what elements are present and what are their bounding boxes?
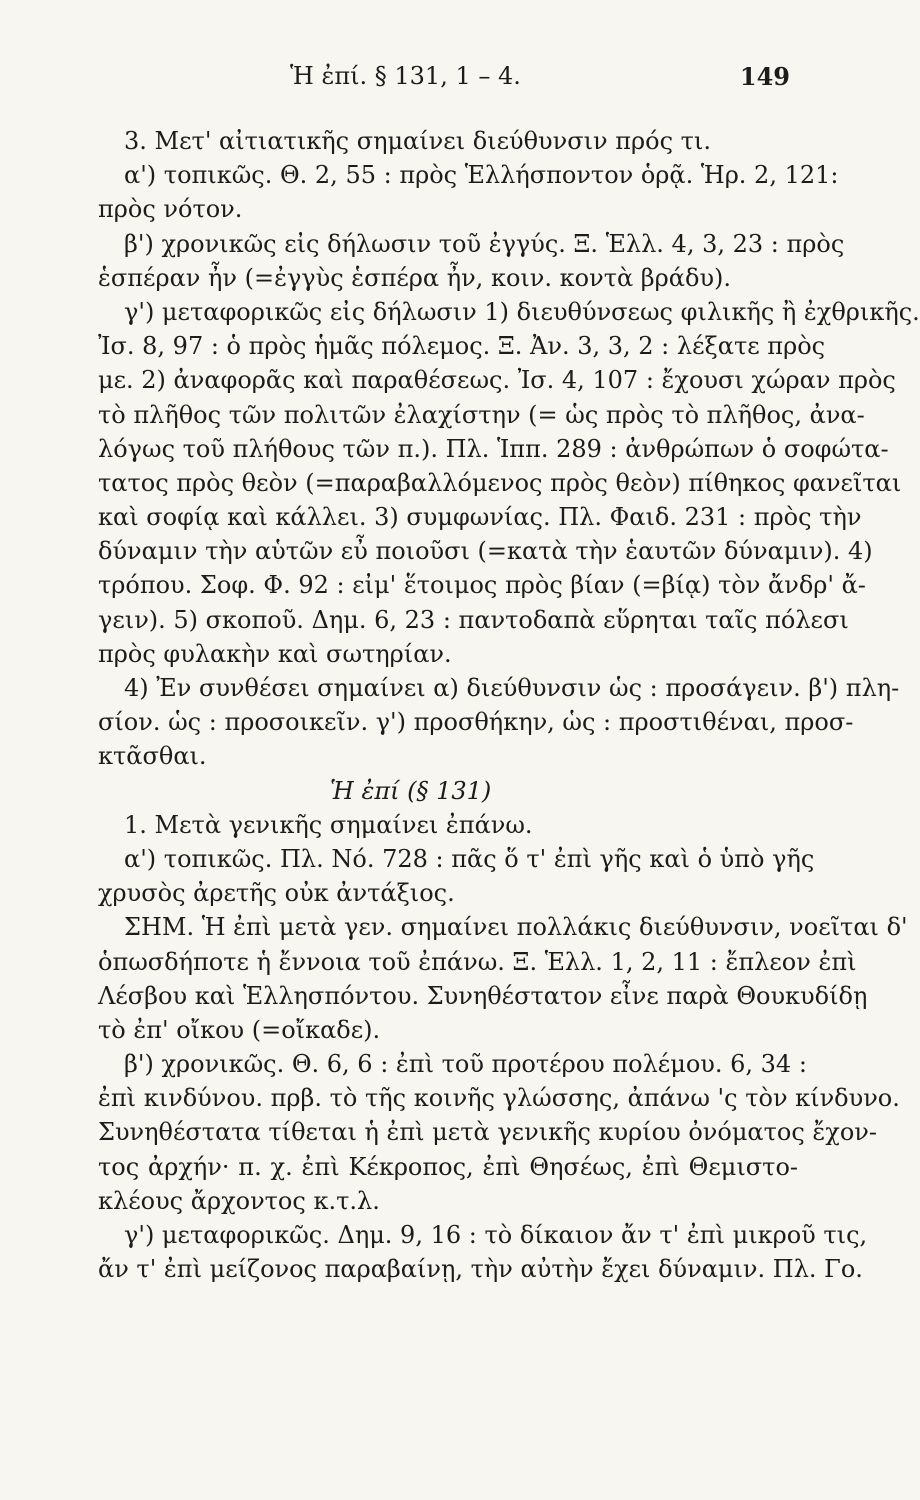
page-body [98,124,920,1286]
text-line: 1. Μετὰ γενικῆς σημαίνει ἐπάνω. [124,810,533,839]
text-line: τρόπου. Σοφ. Φ. 92 : εἰμ' ἕτοιμος πρὸς βίαν (=βίᾳ) τὸν ἄνδρ' ἄ- [98,571,866,600]
text-line: χρυσὸς ἀρετῆς οὐκ ἀντάξιος. [98,879,455,908]
text-line: σίον. ὡς : προσοικεῖν. γ') προσθήκην, ὡς : προστιθέναι, προσ- [98,708,854,737]
text-line: τατος πρὸς θεὸν (=παραβαλλόμενος πρὸς θεὸν) πίθηκος φανεῖται [98,468,902,497]
text-line: ἐπὶ κινδύνου. πρβ. τὸ τῆς κοινῆς γλώσσης, ἀπάνω 'ς τὸν κίνδυνο. [98,1084,900,1113]
text-line: α') τοπικῶς. Θ. 2, 55 : πρὸς Ἑλλήσποντον ὁρᾷ. Ἡρ. 2, 121: [124,161,839,190]
page-header [98,58,798,98]
section-heading: Ἡ ἐπί (§ 131) [330,776,492,805]
text-line: α') τοπικῶς. Πλ. Νό. 728 : πᾶς ὅ τ' ἐπὶ γῆς καὶ ὁ ὑπὸ γῆς [124,844,815,873]
text-line: κλέους ἄρχοντος κ.τ.λ. [98,1186,380,1215]
text-line: β') χρονικῶς εἰς δήλωσιν τοῦ ἐγγύς. Ξ. Ἑλλ. 4, 3, 23 : πρὸς [124,229,845,258]
text-line: ἑσπέραν ἦν (=ἐγγὺς ἑσπέρα ἦν, κοιν. κοντὰ βράδυ). [98,263,732,292]
text-line: πρὸς νότον. [98,195,243,224]
book-page [98,58,920,1286]
running-title: Ἡ ἐπί. § 131, 1 – 4. [290,62,521,90]
text-line: δύναμιν τὴν αὑτῶν εὖ ποιοῦσι (=κατὰ τὴν ἑαυτῶν δύναμιν). 4) [98,537,873,566]
text-line: τὸ πλῆθος τῶν πολιτῶν ἐλαχίστην (= ὡς πρὸς τὸ πλῆθος, ἀνα- [98,400,865,429]
text-line: ὁπωσδήποτε ἡ ἔννοια τοῦ ἐπάνω. Ξ. Ἑλλ. 1, 2, 11 : ἔπλεον ἐπὶ [98,947,857,976]
text-line: Ἰσ. 8, 97 : ὁ πρὸς ἡμᾶς πόλεμος. Ξ. Ἀν. 3, 3, 2 : λέξατε πρὸς [98,332,826,361]
text-line: με. 2) ἀναφορᾶς καὶ παραθέσεως. Ἰσ. 4, 107 : ἔχουσι χώραν πρὸς [98,366,896,395]
text-line: κτᾶσθαι. [98,742,207,771]
text-line: γειν). 5) σκοποῦ. Δημ. 6, 23 : παντοδαπὰ εὕρηται ταῖς πόλεσι [98,605,849,634]
text-line: τὸ ἐπ' οἴκου (=οἴκαδε). [98,1015,381,1044]
text-line: πρὸς φυλακὴν καὶ σωτηρίαν. [98,639,452,668]
text-line: 4) Ἐν συνθέσει σημαίνει α) διεύθυνσιν ὡς : προσάγειν. β') πλη- [124,674,900,702]
text-line: Συνηθέστατα τίθεται ἡ ἐπὶ μετὰ γενικῆς κυρίου ὀνόματος ἔχον- [98,1118,877,1147]
text-line: β') χρονικῶς. Θ. 6, 6 : ἐπὶ τοῦ προτέρου πολέμου. 6, 34 : [124,1050,807,1079]
text-line: καὶ σοφίᾳ καὶ κάλλει. 3) συμφωνίας. Πλ. Φαιδ. 231 : πρὸς τὴν [98,503,862,532]
text-line: Λέσβου καὶ Ἑλλησπόντου. Συνηθέστατον εἶνε παρὰ Θουκυδίδῃ [98,981,868,1010]
text-line: γ') μεταφορικῶς. Δημ. 9, 16 : τὸ δίκαιον ἄν τ' ἐπὶ μικροῦ τις, [124,1221,868,1249]
text-line: ΣΗΜ. Ἡ ἐπὶ μετὰ γεν. σημαίνει πολλάκις διεύθυνσιν, νοεῖται δ' [124,913,908,942]
text-line: γ') μεταφορικῶς εἰς δήλωσιν 1) διευθύνσεως φιλικῆς ἢ ἐχθρικῆς. [124,297,920,326]
text-line: 3. Μετ' αἰτιατικῆς σημαίνει διεύθυνσιν πρός τι. [124,127,711,155]
text-line: ἄν τ' ἐπὶ μείζονος παραβαίνῃ, τὴν αὐτὴν ἔχει δύναμιν. Πλ. Γο. [98,1255,863,1284]
text-line: τος ἀρχήν· π. χ. ἐπὶ Κέκροπος, ἐπὶ Θησέως, ἐπὶ Θεμιστο- [98,1152,798,1181]
page-number: 149 [739,62,790,91]
text-line: λόγως τοῦ πλήθους τῶν π.). Πλ. Ἱππ. 289 : ἀνθρώπων ὁ σοφώτα- [98,434,889,463]
